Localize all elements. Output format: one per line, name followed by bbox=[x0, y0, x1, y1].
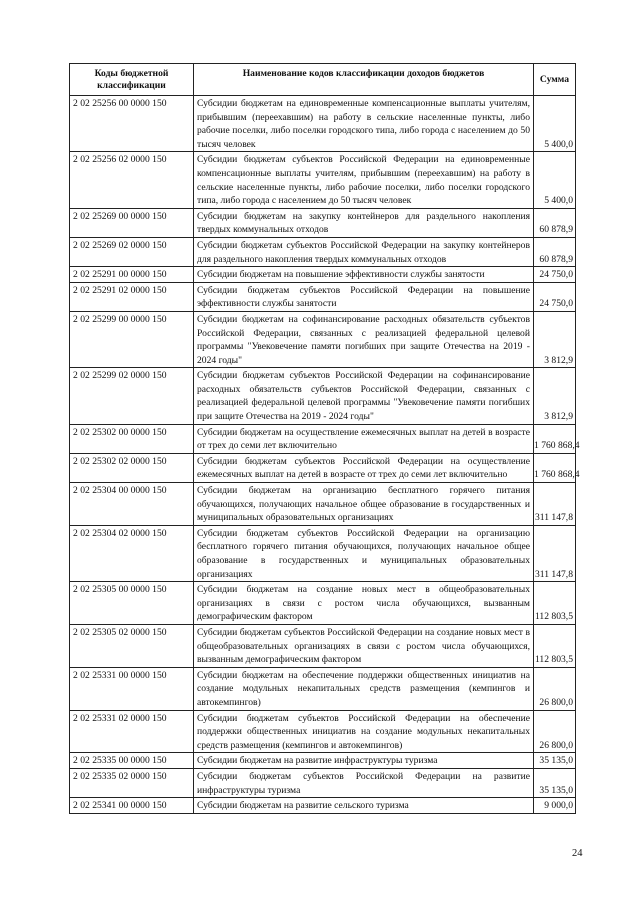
row-sum: 1 760 868,4 bbox=[534, 424, 576, 453]
row-sum: 60 878,9 bbox=[534, 237, 576, 266]
row-description: Субсидии бюджетам на создание новых мест в общеобразовательных организациях в связи с ростом числа обучающихся, вызванным демографическим фактором bbox=[194, 582, 534, 625]
page-number: 24 bbox=[572, 848, 583, 859]
row-sum: 24 750,0 bbox=[534, 267, 576, 283]
row-code: 2 02 25269 02 0000 150 bbox=[70, 237, 194, 266]
row-code: 2 02 25341 00 0000 150 bbox=[70, 798, 194, 814]
row-code: 2 02 25335 00 0000 150 bbox=[70, 753, 194, 769]
table-row bbox=[70, 768, 576, 797]
row-sum: 60 878,9 bbox=[534, 208, 576, 237]
row-code: 2 02 25331 02 0000 150 bbox=[70, 710, 194, 753]
row-description: Субсидии бюджетам субъектов Российской Федерации на развитие инфраструктуры туризма bbox=[194, 768, 534, 797]
row-sum: 3 812,9 bbox=[534, 368, 576, 424]
table-row bbox=[70, 152, 576, 208]
row-code: 2 02 25305 00 0000 150 bbox=[70, 582, 194, 625]
row-code: 2 02 25335 02 0000 150 bbox=[70, 768, 194, 797]
table-row bbox=[70, 582, 576, 625]
row-sum: 311 147,8 bbox=[534, 483, 576, 526]
row-code: 2 02 25331 00 0000 150 bbox=[70, 667, 194, 710]
row-description: Субсидии бюджетам на организацию бесплатного горячего питания обучающихся, получающих начальное общее образование в государственных и муниципальных образовательных организациях bbox=[194, 483, 534, 526]
row-description: Субсидии бюджетам на обеспечение поддержки общественных инициатив на создание модульных некапитальных средств размещения (кемпингов и автокемпингов) bbox=[194, 667, 534, 710]
row-sum: 26 800,0 bbox=[534, 667, 576, 710]
row-description: Субсидии бюджетам субъектов Российской Федерации на осуществление ежемесячных выплат на детей в возрасте от трех до семи лет включительно bbox=[194, 453, 534, 482]
table-row bbox=[70, 483, 576, 526]
row-code: 2 02 25302 02 0000 150 bbox=[70, 453, 194, 482]
row-code: 2 02 25304 00 0000 150 bbox=[70, 483, 194, 526]
table-row bbox=[70, 311, 576, 367]
row-sum: 3 812,9 bbox=[534, 311, 576, 367]
row-sum: 9 000,0 bbox=[534, 798, 576, 814]
row-description: Субсидии бюджетам на закупку контейнеров для раздельного накопления твердых коммунальных отходов bbox=[194, 208, 534, 237]
table-row bbox=[70, 208, 576, 237]
budget-table-container bbox=[69, 63, 580, 814]
header-name: Наименование кодов классификации доходов бюджетов bbox=[194, 64, 534, 96]
table-row bbox=[70, 424, 576, 453]
table-row bbox=[70, 453, 576, 482]
row-code: 2 02 25299 00 0000 150 bbox=[70, 311, 194, 367]
row-description: Субсидии бюджетам на развитие инфраструктуры туризма bbox=[194, 753, 534, 769]
row-sum: 35 135,0 bbox=[534, 753, 576, 769]
row-description: Субсидии бюджетам субъектов Российской Федерации на создание новых мест в общеобразовательных организациях в связи с ростом числа обучающихся, вызванным демографическим фактором bbox=[194, 624, 534, 667]
row-sum: 5 400,0 bbox=[534, 152, 576, 208]
row-description: Субсидии бюджетам субъектов Российской Федерации на единовременные компенсационные выплаты учителям, прибывшим (переехавшим) на работу в сельские населенные пункты, либо рабочие поселки, либо поселки городского типа, либо города с населением до 50 тысяч человек bbox=[194, 152, 534, 208]
row-sum: 5 400,0 bbox=[534, 96, 576, 152]
row-code: 2 02 25269 00 0000 150 bbox=[70, 208, 194, 237]
row-description: Субсидии бюджетам субъектов Российской Федерации на повышение эффективности службы занятости bbox=[194, 282, 534, 311]
row-code: 2 02 25291 02 0000 150 bbox=[70, 282, 194, 311]
table-header-row bbox=[70, 64, 576, 96]
row-code: 2 02 25256 00 0000 150 bbox=[70, 96, 194, 152]
row-code: 2 02 25304 02 0000 150 bbox=[70, 525, 194, 581]
table-row bbox=[70, 624, 576, 667]
row-code: 2 02 25291 00 0000 150 bbox=[70, 267, 194, 283]
row-description: Субсидии бюджетам на повышение эффективности службы занятости bbox=[194, 267, 534, 283]
row-description: Субсидии бюджетам субъектов Российской Федерации на закупку контейнеров для раздельного накопления твердых коммунальных отходов bbox=[194, 237, 534, 266]
row-sum: 35 135,0 bbox=[534, 768, 576, 797]
row-sum: 26 800,0 bbox=[534, 710, 576, 753]
row-code: 2 02 25256 02 0000 150 bbox=[70, 152, 194, 208]
row-description: Субсидии бюджетам на осуществление ежемесячных выплат на детей в возрасте от трех до семи лет включительно bbox=[194, 424, 534, 453]
table-row bbox=[70, 267, 576, 283]
header-codes: Коды бюджетной классификации bbox=[70, 64, 194, 96]
table-row bbox=[70, 710, 576, 753]
row-description: Субсидии бюджетам на единовременные компенсационные выплаты учителям, прибывшим (переехавшим) на работу в сельские населенные пункты, либо рабочие поселки, либо поселки городского типа, либо города с населением до 50 тысяч человек bbox=[194, 96, 534, 152]
row-description: Субсидии бюджетам субъектов Российской Федерации на софинансирование расходных обязательств субъектов Российской Федерации, связанных с реализацией федеральной целевой программы "Увековечение памяти погибших при защите Отечества на 2019 - 2024 годы" bbox=[194, 368, 534, 424]
row-sum: 24 750,0 bbox=[534, 282, 576, 311]
table-row bbox=[70, 525, 576, 581]
table-row bbox=[70, 96, 576, 152]
row-sum: 311 147,8 bbox=[534, 525, 576, 581]
row-code: 2 02 25302 00 0000 150 bbox=[70, 424, 194, 453]
row-sum: 112 803,5 bbox=[534, 582, 576, 625]
header-sum: Сумма bbox=[534, 64, 576, 96]
table-row bbox=[70, 667, 576, 710]
table-row bbox=[70, 237, 576, 266]
row-description: Субсидии бюджетам на развитие сельского туризма bbox=[194, 798, 534, 814]
table-row bbox=[70, 798, 576, 814]
row-code: 2 02 25299 02 0000 150 bbox=[70, 368, 194, 424]
table-row bbox=[70, 368, 576, 424]
row-sum: 1 760 868,4 bbox=[534, 453, 576, 482]
row-description: Субсидии бюджетам субъектов Российской Федерации на организацию бесплатного горячего питания обучающихся, получающих начальное общее образование в государственных и муниципальных образовательных организациях bbox=[194, 525, 534, 581]
budget-classification-table bbox=[69, 63, 580, 814]
table-row bbox=[70, 282, 576, 311]
row-description: Субсидии бюджетам на софинансирование расходных обязательств субъектов Российской Федерации, связанных с реализацией федеральной целевой программы "Увековечение памяти погибших при защите Отечества на 2019 - 2024 годы" bbox=[194, 311, 534, 367]
row-description: Субсидии бюджетам субъектов Российской Федерации на обеспечение поддержки общественных инициатив на создание модульных некапитальных средств размещения (кемпингов и автокемпингов) bbox=[194, 710, 534, 753]
row-sum: 112 803,5 bbox=[534, 624, 576, 667]
table-row bbox=[70, 753, 576, 769]
row-code: 2 02 25305 02 0000 150 bbox=[70, 624, 194, 667]
